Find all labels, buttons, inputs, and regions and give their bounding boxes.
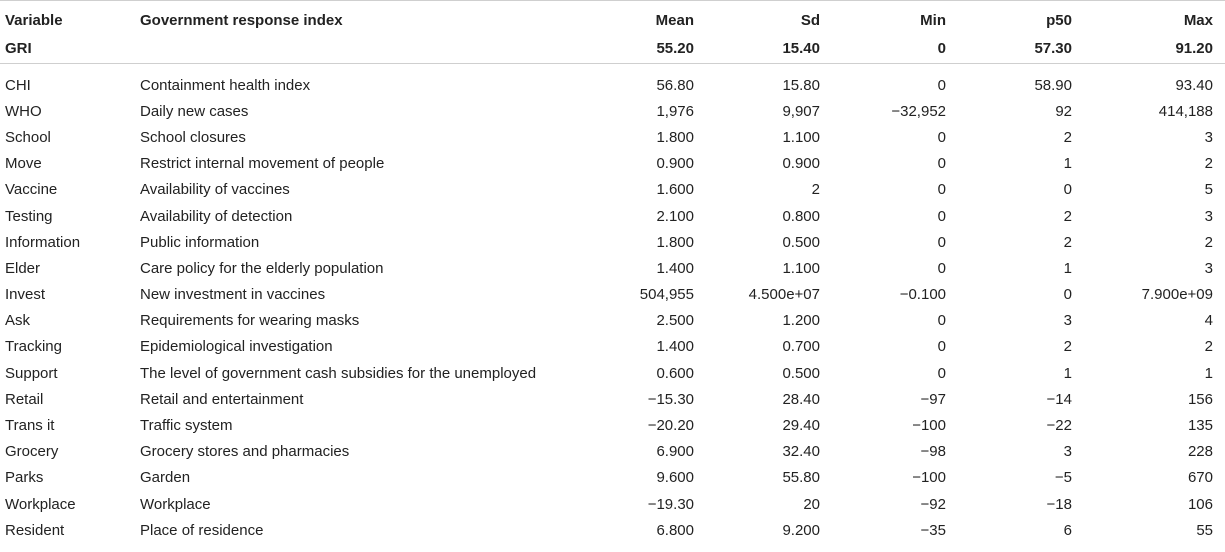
mean-cell: 0.600 <box>656 364 694 382</box>
header-row <box>0 1 1225 34</box>
variable-cell: School <box>5 128 51 146</box>
header-description: Government response index <box>134 1 574 34</box>
max-cell: 2 <box>1204 233 1213 251</box>
table-row <box>0 308 1225 334</box>
max-cell: 3 <box>1204 259 1213 277</box>
gri-mean: 55.20 <box>574 33 700 64</box>
mean-cell: 504,955 <box>639 286 694 304</box>
header-max: Max <box>1078 1 1225 34</box>
sd-cell: 4.500e+07 <box>748 286 820 304</box>
min-cell: −98 <box>920 443 946 461</box>
table-row <box>0 124 1225 150</box>
sd-cell: 29.40 <box>782 417 820 435</box>
p50-cell: 1 <box>1063 155 1072 173</box>
mean-cell: 2.500 <box>656 312 694 330</box>
description-cell: Public information <box>140 233 260 251</box>
variable-cell: WHO <box>5 102 42 120</box>
max-cell: 93.40 <box>1175 76 1213 94</box>
max-cell: 3 <box>1204 207 1213 225</box>
max-cell: 2 <box>1204 155 1213 173</box>
header-mean: Mean <box>574 1 700 34</box>
p50-cell: 6 <box>1063 521 1072 539</box>
description-cell: Retail and entertainment <box>140 390 304 408</box>
variable-cell: Support <box>5 364 58 382</box>
sd-cell: 55.80 <box>782 469 820 487</box>
p50-cell: 3 <box>1063 443 1072 461</box>
description-cell: Daily new cases <box>140 102 249 120</box>
description-cell: Availability of vaccines <box>140 181 290 199</box>
sd-cell: 1.100 <box>782 128 820 146</box>
mean-cell: 1.800 <box>656 233 694 251</box>
p50-cell: 1 <box>1063 259 1072 277</box>
sd-cell: 9,907 <box>782 102 820 120</box>
max-cell: 4 <box>1204 312 1213 330</box>
p50-cell: 2 <box>1063 233 1072 251</box>
min-cell: 0 <box>937 155 946 173</box>
description-cell: Requirements for wearing masks <box>140 312 360 330</box>
header-sd: Sd <box>700 1 826 34</box>
mean-cell: 1.400 <box>656 338 694 356</box>
table-row <box>0 255 1225 281</box>
mean-cell: −15.30 <box>647 390 694 408</box>
max-cell: 414,188 <box>1158 102 1213 120</box>
header-gri-row <box>0 33 1225 64</box>
sd-cell: 9.200 <box>782 521 820 539</box>
variable-cell: Retail <box>5 390 44 408</box>
p50-cell: 58.90 <box>1034 76 1072 94</box>
variable-cell: Invest <box>5 286 46 304</box>
min-cell: 0 <box>937 76 946 94</box>
p50-cell: 2 <box>1063 128 1072 146</box>
mean-cell: 6.800 <box>656 521 694 539</box>
max-cell: 1 <box>1204 364 1213 382</box>
table-row <box>0 98 1225 124</box>
max-cell: 228 <box>1187 443 1213 461</box>
table-row <box>0 151 1225 177</box>
description-cell: Garden <box>140 469 191 487</box>
p50-cell: 2 <box>1063 338 1072 356</box>
sd-cell: 0.500 <box>782 233 820 251</box>
mean-cell: 1.400 <box>656 259 694 277</box>
sd-cell: 1.200 <box>782 312 820 330</box>
description-cell: Epidemiological investigation <box>140 338 333 356</box>
table-row <box>0 412 1225 438</box>
description-cell: Availability of detection <box>140 207 293 225</box>
min-cell: −100 <box>912 469 946 487</box>
table-row <box>0 229 1225 255</box>
table-row <box>0 386 1225 412</box>
sd-cell: 20 <box>803 495 820 513</box>
mean-cell: 9.600 <box>656 469 694 487</box>
variable-cell: Testing <box>5 207 53 225</box>
header-min: Min <box>826 1 952 34</box>
max-cell: 156 <box>1187 390 1213 408</box>
gri-min: 0 <box>826 33 952 64</box>
min-cell: 0 <box>937 259 946 277</box>
max-cell: 7.900e+09 <box>1141 286 1213 304</box>
max-cell: 670 <box>1187 469 1213 487</box>
table-row <box>0 465 1225 491</box>
table-row <box>0 334 1225 360</box>
min-cell: −92 <box>920 495 946 513</box>
description-cell: Care policy for the elderly population <box>140 259 384 277</box>
min-cell: 0 <box>937 338 946 356</box>
gri-max: 91.20 <box>1078 33 1225 64</box>
min-cell: −32,952 <box>891 102 946 120</box>
variable-cell: Elder <box>5 259 41 277</box>
mean-cell: −20.20 <box>647 417 694 435</box>
table-row <box>0 517 1225 543</box>
min-cell: −97 <box>920 390 946 408</box>
mean-cell: 1.600 <box>656 181 694 199</box>
p50-cell: −14 <box>1046 390 1072 408</box>
mean-cell: 1,976 <box>656 102 694 120</box>
gri-sd: 15.40 <box>700 33 826 64</box>
table-row <box>0 282 1225 308</box>
mean-cell: 2.100 <box>656 207 694 225</box>
mean-cell: −19.30 <box>647 495 694 513</box>
p50-cell: 1 <box>1063 364 1072 382</box>
variable-cell: Information <box>5 233 81 251</box>
p50-cell: −18 <box>1046 495 1072 513</box>
p50-cell: 0 <box>1063 286 1072 304</box>
table-header <box>0 1 1225 64</box>
mean-cell: 56.80 <box>656 76 694 94</box>
min-cell: −35 <box>920 521 946 539</box>
sd-cell: 15.80 <box>782 76 820 94</box>
p50-cell: −5 <box>1054 469 1072 487</box>
min-cell: −100 <box>912 417 946 435</box>
header-p50: p50 <box>952 1 1078 34</box>
gri-p50: 57.30 <box>952 33 1078 64</box>
sd-cell: 2 <box>811 181 820 199</box>
description-cell: Restrict internal movement of people <box>140 155 385 173</box>
table-row <box>0 203 1225 229</box>
description-cell: School closures <box>140 128 246 146</box>
max-cell: 135 <box>1187 417 1213 435</box>
max-cell: 5 <box>1204 181 1213 199</box>
description-cell: New investment in vaccines <box>140 286 326 304</box>
table-row <box>0 360 1225 386</box>
variable-cell: Workplace <box>5 495 76 513</box>
variable-cell: Vaccine <box>5 181 58 199</box>
min-cell: 0 <box>937 128 946 146</box>
sd-cell: 0.500 <box>782 364 820 382</box>
max-cell: 106 <box>1187 495 1213 513</box>
p50-cell: 2 <box>1063 207 1072 225</box>
p50-cell: 92 <box>1055 102 1072 120</box>
sd-cell: 28.40 <box>782 390 820 408</box>
variable-cell: Trans it <box>5 417 55 435</box>
variable-cell: Tracking <box>5 338 62 356</box>
table-row <box>0 177 1225 203</box>
mean-cell: 1.800 <box>656 128 694 146</box>
variable-cell: CHI <box>5 76 31 94</box>
variable-cell: Ask <box>5 312 31 330</box>
sd-cell: 0.800 <box>782 207 820 225</box>
variable-cell: Resident <box>5 521 65 539</box>
min-cell: −0.100 <box>899 286 946 304</box>
variable-cell: Move <box>5 155 42 173</box>
max-cell: 55 <box>1196 521 1213 539</box>
description-cell: Grocery stores and pharmacies <box>140 443 350 461</box>
gri-description <box>134 33 574 64</box>
description-cell: Workplace <box>140 495 211 513</box>
min-cell: 0 <box>937 181 946 199</box>
min-cell: 0 <box>937 207 946 225</box>
min-cell: 0 <box>937 364 946 382</box>
sd-cell: 1.100 <box>782 259 820 277</box>
sd-cell: 32.40 <box>782 443 820 461</box>
sd-cell: 0.700 <box>782 338 820 356</box>
table-body <box>0 64 1225 544</box>
min-cell: 0 <box>937 233 946 251</box>
p50-cell: −22 <box>1046 417 1072 435</box>
description-cell: Containment health index <box>140 76 311 94</box>
mean-cell: 0.900 <box>656 155 694 173</box>
description-cell: The level of government cash subsidies for the unemployed <box>140 364 537 382</box>
table-row <box>0 491 1225 517</box>
mean-cell: 6.900 <box>656 443 694 461</box>
table-row <box>0 64 1225 99</box>
description-cell: Traffic system <box>140 417 233 435</box>
p50-cell: 0 <box>1063 181 1072 199</box>
p50-cell: 3 <box>1063 312 1072 330</box>
max-cell: 3 <box>1204 128 1213 146</box>
table-row <box>0 439 1225 465</box>
max-cell: 2 <box>1204 338 1213 356</box>
sd-cell: 0.900 <box>782 155 820 173</box>
description-cell: Place of residence <box>140 521 264 539</box>
min-cell: 0 <box>937 312 946 330</box>
header-variable: Variable <box>0 1 134 34</box>
variable-cell: Parks <box>5 469 44 487</box>
variable-cell: Grocery <box>5 443 59 461</box>
gri-variable: GRI <box>0 33 134 64</box>
